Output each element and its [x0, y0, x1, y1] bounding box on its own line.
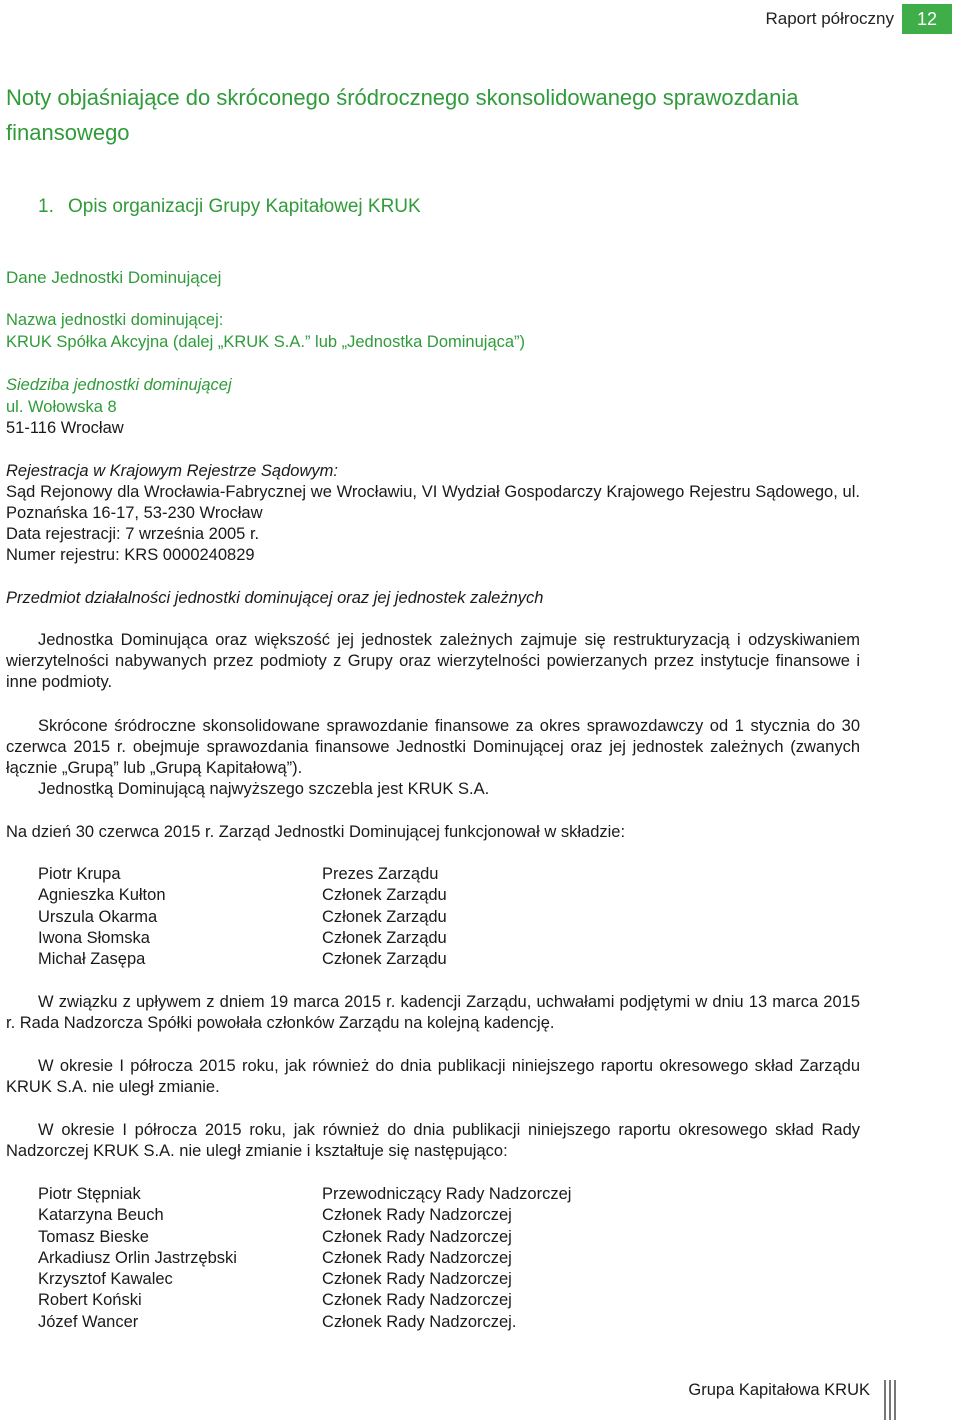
activity-label: Przedmiot działalności jednostki dominującej oraz jej jednostek zależnych — [6, 589, 544, 607]
list-item — [38, 1269, 571, 1290]
member-role: Członek Zarządu — [322, 886, 447, 905]
supervisory-intro-paragraph: W okresie I półrocza 2015 roku, jak również do dnia publikacji niniejszego raportu okresowego skład Rady Nadzorczej KRUK S.A. nie uległ zmianie i kształtuje się następująco: — [6, 1121, 860, 1160]
section-heading — [38, 196, 421, 217]
member-name: Michał Zasępa — [38, 950, 146, 969]
member-name: Iwona Słomska — [38, 928, 150, 947]
activity-paragraph-1: Jednostka Dominująca oraz większość jej jednostek zależnych zajmuje się restrukturyzacją i odzyskiwaniem wierzytelności nabywanych przez podmioty z Grupy oraz wierzytelności powierzanych przez instytucje finansowe i inne podmioty. — [6, 631, 860, 691]
member-name: Krzysztof Kawalec — [38, 1270, 173, 1289]
list-item — [38, 949, 447, 970]
activity-paragraph-2: Skrócone śródroczne skonsolidowane sprawozdanie finansowe za okres sprawozdawczy od 1 stycznia do 30 czerwca 2015 r. obejmuje sprawozdania finansowe Jednostki Dominującej oraz jej jednostek zależnych (zwanych łącznie „Grupą” lub „Grupą Kapitałową”). — [6, 717, 860, 777]
footer-company-name: Grupa Kapitałowa KRUK — [688, 1381, 870, 1399]
member-name: Katarzyna Beuch — [38, 1206, 164, 1225]
entity-name-label: Nazwa jednostki dominującej: — [6, 311, 224, 329]
board-change-paragraph: W związku z upływem z dniem 19 marca 2015 r. kadencji Zarządu, uchwałami podjętymi w dniu 13 marca 2015 r. Rada Nadzorcza Spółki powołała członków Zarządu na kolejną kadencję. — [6, 993, 860, 1032]
member-role: Prezes Zarządu — [322, 865, 439, 883]
seat-street: ul. Wołowska 8 — [6, 398, 117, 416]
report-header-title: Raport półroczny — [765, 9, 894, 28]
list-item — [38, 907, 447, 928]
board-intro: Na dzień 30 czerwca 2015 r. Zarząd Jednostki Dominującej funkcjonował w składzie: — [6, 823, 626, 841]
member-name: Agnieszka Kułton — [38, 886, 166, 905]
registration-court: Sąd Rejonowy dla Wrocławia-Fabrycznej we Wrocławiu, VI Wydział Gospodarczy Krajowego Rejestru Sądowego, ul. Poznańska 16-17, 53-230 Wrocław — [6, 483, 860, 522]
entity-name-value: KRUK Spółka Akcyjna (dalej „KRUK S.A.” lub „Jednostka Dominująca”) — [6, 333, 526, 351]
list-item — [38, 928, 447, 949]
member-name: Piotr Krupa — [38, 865, 121, 883]
list-item — [38, 1205, 571, 1226]
subheading-parent-entity: Dane Jednostki Dominującej — [6, 268, 222, 287]
member-role: Członek Rady Nadzorczej — [322, 1206, 512, 1225]
member-name: Robert Koński — [38, 1291, 142, 1310]
seat-city: 51-116 Wrocław — [6, 419, 124, 437]
list-item — [38, 885, 447, 906]
registration-label: Rejestracja w Krajowym Rejestrze Sądowym: — [6, 462, 338, 480]
member-name: Tomasz Bieske — [38, 1227, 149, 1246]
list-item — [38, 1290, 571, 1311]
section-number: 1. — [38, 196, 54, 217]
member-role: Przewodniczący Rady Nadzorczej — [322, 1185, 572, 1203]
registration-number: Numer rejestru: KRS 0000240829 — [6, 546, 255, 564]
footer-decoration-icon — [884, 1380, 900, 1420]
page-number-badge: 12 — [902, 4, 952, 34]
list-item — [38, 1184, 571, 1205]
activity-paragraph-3: Jednostką Dominującą najwyższego szczebla jest KRUK S.A. — [38, 780, 490, 798]
member-name: Piotr Stępniak — [38, 1185, 141, 1203]
supervisory-board-list — [38, 1184, 571, 1333]
registration-date: Data rejestracji: 7 września 2005 r. — [6, 525, 260, 543]
member-role: Członek Rady Nadzorczej — [322, 1248, 512, 1267]
member-role: Członek Zarządu — [322, 950, 447, 969]
member-role: Członek Rady Nadzorczej — [322, 1270, 512, 1289]
management-board-list — [38, 864, 447, 970]
member-name: Józef Wancer — [38, 1312, 139, 1331]
member-name: Urszula Okarma — [38, 907, 158, 926]
list-item — [38, 1227, 571, 1248]
member-role: Członek Zarządu — [322, 907, 447, 926]
member-role: Członek Zarządu — [322, 928, 447, 947]
member-role: Członek Rady Nadzorczej — [322, 1291, 512, 1310]
page-title: Noty objaśniające do skróconego śródrocznego skonsolidowanego sprawozdania finansowego — [6, 85, 799, 145]
list-item — [38, 1248, 571, 1269]
list-item — [38, 1312, 571, 1333]
member-name: Arkadiusz Orlin Jastrzębski — [38, 1248, 237, 1267]
seat-label: Siedziba jednostki dominującej — [6, 376, 232, 394]
section-title: Opis organizacji Grupy Kapitałowej KRUK — [68, 196, 421, 217]
member-role: Członek Rady Nadzorczej. — [322, 1312, 517, 1331]
member-role: Członek Rady Nadzorczej — [322, 1227, 512, 1246]
list-item — [38, 864, 447, 885]
board-unchanged-paragraph: W okresie I półrocza 2015 roku, jak również do dnia publikacji niniejszego raportu okresowego skład Zarządu KRUK S.A. nie uległ zmianie. — [6, 1057, 860, 1096]
